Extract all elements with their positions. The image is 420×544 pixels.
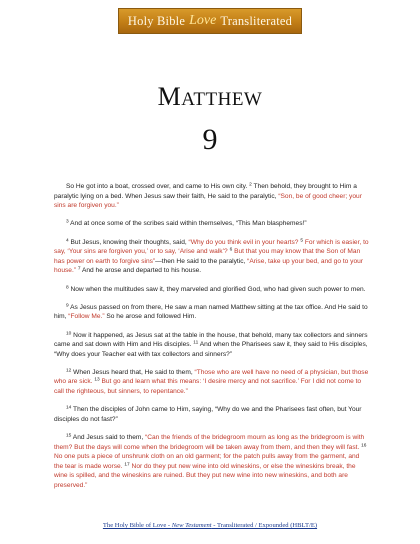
- banner-title-part3: Transliterated: [220, 13, 293, 28]
- words-of-jesus: “Those who are well have no need of a physician, but those who are sick.: [54, 368, 369, 386]
- chapter-text: [54, 182, 370, 499]
- words-of-jesus: Nor do they put new wine into old wineskins, or else the wineskins break, the wine is spilled, and the wineskins are ruined. But they put new wine into new wineskins, and both are preserved.”: [54, 462, 356, 489]
- words-of-jesus: But go and learn what this means: ‘I desire mercy and not sacrifice.’ For I did not come to call the righteous, but sinners, to repentance.”: [54, 378, 362, 396]
- words-of-jesus: No one puts a piece of unshrunk cloth on an old garment; for the patch pulls away from the garment, and the tear is made worse.: [54, 453, 360, 470]
- verse-number: 3: [66, 219, 69, 225]
- words-of-jesus: For which is easier, to say, ‘Your sins are forgiven you,’ or to say, ‘Arise and walk’?: [54, 238, 369, 256]
- verse-number: 6: [229, 247, 233, 253]
- verse-paragraph: [54, 219, 370, 229]
- verse-number: 17: [124, 462, 130, 468]
- verse-paragraph: [54, 238, 370, 276]
- footer-italic[interactable]: New Testament: [171, 522, 212, 529]
- verse-text: So He got into a boat, crossed over, and came to His own city.: [66, 183, 250, 190]
- verse-paragraph: [54, 182, 370, 211]
- words-of-jesus: “Follow Me.”: [68, 313, 105, 321]
- words-of-jesus: “Can the friends of the bridegroom mourn as long as the bridegroom is with them? But the days will come when the bridegroom will be taken away from them, and then they will fast.: [54, 434, 365, 451]
- verse-number: 15: [66, 433, 72, 439]
- verse-number: 8: [66, 284, 69, 290]
- banner-title-love: Love: [189, 13, 217, 28]
- verse-text: But Jesus, knowing their thoughts, said,: [68, 238, 189, 246]
- words-of-jesus: But that you may know that the Son of Man has power on earth to forgive sins”: [54, 248, 361, 265]
- book-title-rest: ATTHEW: [181, 89, 263, 110]
- verse-text: —then He said to the paralytic,: [155, 257, 248, 265]
- footer-suffix[interactable]: - Transliterated / Expounded (HBLT/E): [211, 522, 318, 529]
- verse-number: 9: [66, 303, 69, 309]
- verse-number: 5: [300, 237, 303, 243]
- verse-number: 11: [193, 340, 199, 346]
- banner-title-part1: Holy Bible: [127, 13, 186, 28]
- verse-number: 13: [94, 377, 100, 383]
- verse-text: So he arose and followed Him.: [104, 313, 197, 321]
- verse-paragraph: [54, 405, 370, 424]
- verse-number: 14: [66, 405, 72, 411]
- words-of-jesus: “Son, be of good cheer; your sins are forgiven you.”: [54, 192, 362, 210]
- verse-text: And when the Pharisees saw it, they said to His disciples, “Why does your Teacher eat with tax collectors and sinners?”: [54, 341, 368, 358]
- verse-text: Now it happened, as Jesus sat at the table in the house, that behold, many tax collectors and sinners came and sat down with Him and His disciples.: [54, 331, 368, 349]
- verse-number: 12: [66, 368, 72, 374]
- verse-text: And Jesus said to them,: [71, 434, 146, 442]
- verse-number: 16: [361, 443, 367, 449]
- verse-paragraph: [54, 368, 370, 397]
- words-of-jesus: “Arise, take up your bed, and go to your house.”: [54, 257, 363, 275]
- page-footer[interactable]: [0, 522, 420, 529]
- verse-paragraph: [54, 331, 370, 360]
- verse-text: When Jesus heard that, He said to them,: [71, 368, 195, 376]
- verse-paragraph: [54, 433, 370, 491]
- verse-text: Now when the multitudes saw it, they marveled and glorified God, who had given such power to men.: [68, 285, 366, 293]
- verse-text: And he arose and departed to his house.: [80, 267, 202, 275]
- book-title-initial: M: [157, 82, 182, 111]
- words-of-jesus: “Why do you think evil in your hearts?: [188, 238, 301, 246]
- verse-text: As Jesus passed on from there, He saw a man named Matthew sitting at the tax office. And He said to him,: [54, 303, 368, 321]
- verse-text: Then the disciples of John came to Him, saying, “Why do we and the Pharisees fast often, but Your disciples do not fast?”: [54, 406, 362, 423]
- verse-text: Then behold, they brought to Him a paralytic lying on a bed. When Jesus saw their faith, He said to the paralytic,: [54, 183, 357, 200]
- verse-number: 7: [77, 266, 81, 272]
- verse-paragraph: [54, 285, 370, 295]
- verse-number: 4: [66, 237, 69, 243]
- chapter-number: 9: [202, 123, 218, 156]
- footer-prefix[interactable]: The Holy Bible of Love -: [102, 522, 172, 529]
- site-banner: [118, 8, 302, 34]
- verse-number: 10: [66, 330, 72, 336]
- verse-text: And at once some of the scribes said within themselves, “This Man blasphemes!”: [68, 220, 307, 228]
- verse-number: 2: [249, 182, 252, 188]
- verse-paragraph: [54, 303, 370, 322]
- book-title: [0, 82, 420, 112]
